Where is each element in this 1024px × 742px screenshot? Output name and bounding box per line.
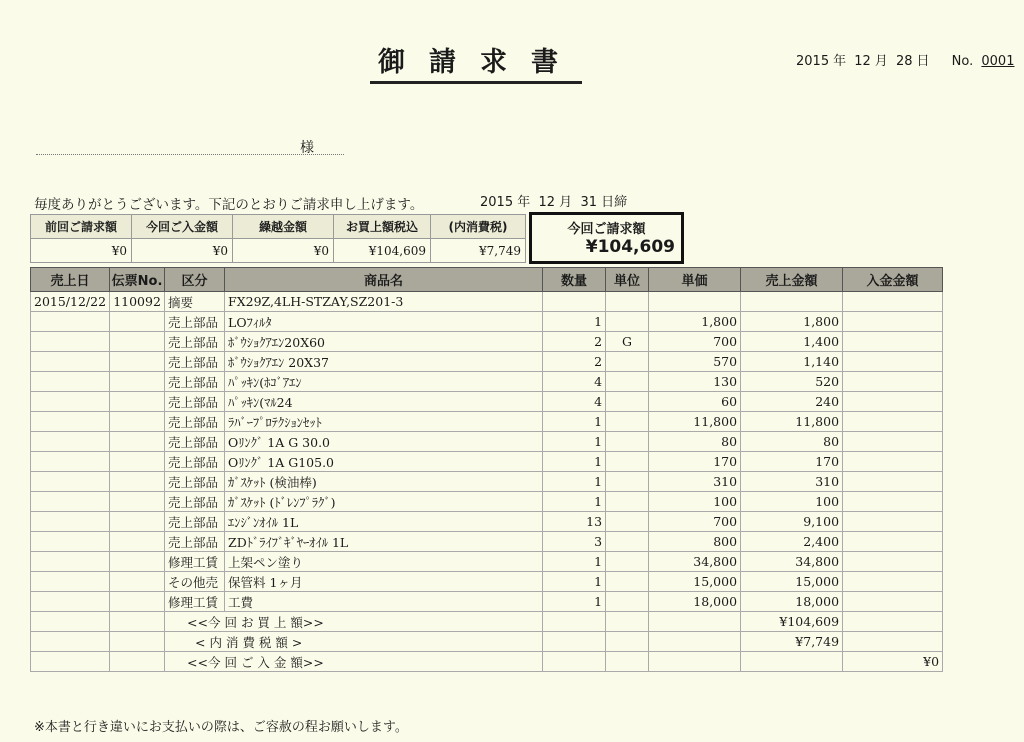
cell-paid xyxy=(843,292,943,312)
cell-qty: 2 xyxy=(543,352,606,372)
cell-slip xyxy=(110,492,165,512)
cell-date xyxy=(31,532,110,552)
cell-paid xyxy=(843,452,943,472)
table-row xyxy=(31,452,943,472)
cell-paid xyxy=(843,492,943,512)
summary-value: ¥7,749 xyxy=(431,239,526,263)
issue-year: 2015 xyxy=(796,54,830,69)
cell-price: 700 xyxy=(649,512,741,532)
cell-date xyxy=(31,552,110,572)
cell-qty: 4 xyxy=(543,372,606,392)
issue-month: 12 xyxy=(854,54,871,69)
issue-date: 2015 年 12 月 28 日 No. 0001 xyxy=(796,54,1015,69)
cell-price: 800 xyxy=(649,532,741,552)
line-items-table xyxy=(30,267,943,672)
cell-cat: 売上部品 xyxy=(165,392,225,412)
table-row xyxy=(31,432,943,452)
cell-unit xyxy=(606,592,649,612)
table-row xyxy=(31,332,943,352)
cell-slip xyxy=(110,472,165,492)
table-row xyxy=(31,532,943,552)
cell-date xyxy=(31,372,110,392)
footer-note: ※本書と行き違いにお支払いの際は、ご容赦の程お願いします。 xyxy=(34,720,408,735)
cell-slip xyxy=(110,512,165,532)
cell-paid xyxy=(843,472,943,492)
cell-amount: 18,000 xyxy=(741,592,843,612)
cell-cat: 修理工賃 xyxy=(165,552,225,572)
cell-name: ﾊﾟｯｷﾝ(ﾎｺﾞｱｴﾝ xyxy=(225,372,543,392)
summary-label: 今回ご入金額 xyxy=(132,215,233,239)
cell-qty: 2 xyxy=(543,332,606,352)
cell-name: LOﾌｨﾙﾀ xyxy=(225,312,543,332)
cell-name: ﾊﾟｯｷﾝ(ﾏﾙ24 xyxy=(225,392,543,412)
cell-unit xyxy=(606,472,649,492)
footer-purchase-value: ¥104,609 xyxy=(741,612,843,632)
cell-slip xyxy=(110,552,165,572)
cell-cat: 売上部品 xyxy=(165,332,225,352)
cell-amount: 100 xyxy=(741,492,843,512)
cell-unit xyxy=(606,552,649,572)
footer-tax-label: < 内 消 費 税 額 > xyxy=(165,632,543,652)
cell-slip xyxy=(110,372,165,392)
cell-cat: 修理工賃 xyxy=(165,592,225,612)
cell-name: ﾎﾞｳｼｮｸｱｴﾝ20X60 xyxy=(225,332,543,352)
current-invoice-amount-box xyxy=(529,212,684,264)
cell-amount xyxy=(741,292,843,312)
footer-tax-value: ¥7,749 xyxy=(741,632,843,652)
cell-unit xyxy=(606,492,649,512)
table-row xyxy=(31,512,943,532)
cell-date xyxy=(31,432,110,452)
cell-price: 170 xyxy=(649,452,741,472)
column-header: 単価 xyxy=(649,268,741,292)
closing-date: 2015 年 12 月 31 日締 xyxy=(480,195,628,210)
cell-slip xyxy=(110,332,165,352)
cell-cat: その他売 xyxy=(165,572,225,592)
cell-unit xyxy=(606,452,649,472)
cell-price: 18,000 xyxy=(649,592,741,612)
summary-value: ¥0 xyxy=(233,239,334,263)
cell-amount: 240 xyxy=(741,392,843,412)
cell-date xyxy=(31,592,110,612)
cell-qty: 1 xyxy=(543,592,606,612)
customer-honorific: 様 xyxy=(300,140,314,156)
cell-slip xyxy=(110,432,165,452)
invoice-title: 御請求書 xyxy=(370,40,582,84)
cell-price: 570 xyxy=(649,352,741,372)
cell-date xyxy=(31,392,110,412)
cell-unit xyxy=(606,292,649,312)
column-header: 数量 xyxy=(543,268,606,292)
cell-qty: 1 xyxy=(543,552,606,572)
cell-qty: 1 xyxy=(543,432,606,452)
cell-name: ZDﾄﾞﾗｲﾌﾞｷﾞﾔｰｵｲﾙ 1L xyxy=(225,532,543,552)
cell-price: 1,800 xyxy=(649,312,741,332)
cell-name: ｶﾞｽｹｯﾄ (検油棒) xyxy=(225,472,543,492)
cell-amount: 1,800 xyxy=(741,312,843,332)
cell-date xyxy=(31,412,110,432)
summary-table xyxy=(30,214,526,263)
cell-unit xyxy=(606,572,649,592)
cell-slip xyxy=(110,312,165,332)
cell-paid xyxy=(843,392,943,412)
summary-label: 繰越金額 xyxy=(233,215,334,239)
cell-amount: 1,140 xyxy=(741,352,843,372)
cell-name: Oﾘﾝｸﾞ 1A G105.0 xyxy=(225,452,543,472)
cell-date xyxy=(31,312,110,332)
cell-unit xyxy=(606,512,649,532)
cell-name: ｶﾞｽｹｯﾄ (ﾄﾞﾚﾝﾌﾟﾗｸﾞ) xyxy=(225,492,543,512)
cell-slip: 110092 xyxy=(110,292,165,312)
cell-price: 700 xyxy=(649,332,741,352)
cell-cat: 売上部品 xyxy=(165,532,225,552)
cell-price: 130 xyxy=(649,372,741,392)
cell-slip xyxy=(110,452,165,472)
cell-cat: 売上部品 xyxy=(165,312,225,332)
cell-price: 100 xyxy=(649,492,741,512)
table-row xyxy=(31,372,943,392)
footer-payment-row xyxy=(31,652,943,672)
cell-price: 34,800 xyxy=(649,552,741,572)
cell-paid xyxy=(843,332,943,352)
table-row xyxy=(31,292,943,312)
table-row xyxy=(31,472,943,492)
footer-purchase-label: <<今 回 お 買 上 額>> xyxy=(165,612,543,632)
cell-price: 80 xyxy=(649,432,741,452)
cell-paid xyxy=(843,572,943,592)
table-row xyxy=(31,412,943,432)
cell-name: 上架ペン塗り xyxy=(225,552,543,572)
invoice-number: 0001 xyxy=(981,54,1015,69)
cell-paid xyxy=(843,352,943,372)
cell-date xyxy=(31,352,110,372)
cell-unit xyxy=(606,392,649,412)
cell-price: 310 xyxy=(649,472,741,492)
cell-qty: 1 xyxy=(543,572,606,592)
invoice-number-label: No. xyxy=(951,54,974,69)
cell-paid xyxy=(843,312,943,332)
cell-name: FX29Z,4LH-STZAY,SZ201-3 xyxy=(225,292,543,312)
cell-cat: 売上部品 xyxy=(165,512,225,532)
cell-name: ﾗﾊﾞｰﾌﾟﾛﾃｸｼｮﾝｾｯﾄ xyxy=(225,412,543,432)
cell-unit: G xyxy=(606,332,649,352)
footer-payment-value: ¥0 xyxy=(843,652,943,672)
cell-amount: 520 xyxy=(741,372,843,392)
cell-paid xyxy=(843,592,943,612)
cell-date xyxy=(31,492,110,512)
summary-value: ¥0 xyxy=(31,239,132,263)
cell-slip xyxy=(110,572,165,592)
cell-paid xyxy=(843,532,943,552)
cell-slip xyxy=(110,592,165,612)
cell-paid xyxy=(843,432,943,452)
cell-unit xyxy=(606,312,649,332)
table-row xyxy=(31,312,943,332)
cell-amount: 2,400 xyxy=(741,532,843,552)
cell-price: 15,000 xyxy=(649,572,741,592)
cell-qty: 1 xyxy=(543,312,606,332)
cell-cat: 売上部品 xyxy=(165,472,225,492)
cell-cat: 売上部品 xyxy=(165,412,225,432)
customer-name-line xyxy=(36,130,344,155)
cell-unit xyxy=(606,532,649,552)
cell-cat: 売上部品 xyxy=(165,352,225,372)
cell-qty: 13 xyxy=(543,512,606,532)
table-row xyxy=(31,352,943,372)
cell-slip xyxy=(110,392,165,412)
cell-qty: 3 xyxy=(543,532,606,552)
cell-slip xyxy=(110,412,165,432)
cell-date: 2015/12/22 xyxy=(31,292,110,312)
footer-purchase-row xyxy=(31,612,943,632)
column-header: 入金金額 xyxy=(843,268,943,292)
cell-date xyxy=(31,472,110,492)
issue-day: 28 xyxy=(895,54,913,69)
summary-label: お買上額税込 xyxy=(334,215,431,239)
cell-amount: 310 xyxy=(741,472,843,492)
cell-amount: 170 xyxy=(741,452,843,472)
column-header: 売上日 xyxy=(31,268,110,292)
footer-tax-row xyxy=(31,632,943,652)
cell-slip xyxy=(110,352,165,372)
cell-price: 60 xyxy=(649,392,741,412)
column-header: 伝票No. xyxy=(110,268,165,292)
cell-qty: 4 xyxy=(543,392,606,412)
table-row xyxy=(31,552,943,572)
cell-amount: 1,400 xyxy=(741,332,843,352)
cell-cat: 売上部品 xyxy=(165,452,225,472)
cell-date xyxy=(31,572,110,592)
cell-amount: 11,800 xyxy=(741,412,843,432)
cell-paid xyxy=(843,512,943,532)
cell-cat: 摘要 xyxy=(165,292,225,312)
cell-paid xyxy=(843,372,943,392)
cell-name: 保管料 1ヶ月 xyxy=(225,572,543,592)
summary-value: ¥104,609 xyxy=(334,239,431,263)
summary-label: (内消費税) xyxy=(431,215,526,239)
cell-cat: 売上部品 xyxy=(165,372,225,392)
cell-name: 工費 xyxy=(225,592,543,612)
cell-unit xyxy=(606,352,649,372)
table-row xyxy=(31,572,943,592)
cell-date xyxy=(31,332,110,352)
cell-date xyxy=(31,452,110,472)
cell-qty xyxy=(543,292,606,312)
footer-payment-label: <<今 回 ご 入 金 額>> xyxy=(165,652,543,672)
summary-value: ¥0 xyxy=(132,239,233,263)
cell-paid xyxy=(843,412,943,432)
cell-slip xyxy=(110,532,165,552)
current-invoice-value: ¥104,609 xyxy=(585,237,675,257)
table-row xyxy=(31,392,943,412)
cell-name: ｴﾝｼﾞﾝｵｲﾙ 1L xyxy=(225,512,543,532)
cell-date xyxy=(31,512,110,532)
cell-amount: 9,100 xyxy=(741,512,843,532)
cell-amount: 34,800 xyxy=(741,552,843,572)
current-invoice-label: 今回ご請求額 xyxy=(567,222,646,237)
cell-name: ﾎﾞｳｼｮｸｱｴﾝ 20X37 xyxy=(225,352,543,372)
cell-qty: 1 xyxy=(543,412,606,432)
cell-unit xyxy=(606,432,649,452)
cell-unit xyxy=(606,372,649,392)
cell-unit xyxy=(606,412,649,432)
table-row xyxy=(31,492,943,512)
cell-cat: 売上部品 xyxy=(165,432,225,452)
cell-cat: 売上部品 xyxy=(165,492,225,512)
cell-paid xyxy=(843,552,943,572)
cell-qty: 1 xyxy=(543,492,606,512)
cell-amount: 15,000 xyxy=(741,572,843,592)
table-row xyxy=(31,592,943,612)
column-header: 区分 xyxy=(165,268,225,292)
cell-qty: 1 xyxy=(543,452,606,472)
cell-price: 11,800 xyxy=(649,412,741,432)
cell-name: Oﾘﾝｸﾞ 1A G 30.0 xyxy=(225,432,543,452)
column-header: 単位 xyxy=(606,268,649,292)
cell-amount: 80 xyxy=(741,432,843,452)
greeting-text: 毎度ありがとうございます。下記のとおりご請求申し上げます。 xyxy=(34,197,424,213)
summary-label: 前回ご請求額 xyxy=(31,215,132,239)
cell-qty: 1 xyxy=(543,472,606,492)
column-header: 商品名 xyxy=(225,268,543,292)
column-header: 売上金額 xyxy=(741,268,843,292)
cell-price xyxy=(649,292,741,312)
